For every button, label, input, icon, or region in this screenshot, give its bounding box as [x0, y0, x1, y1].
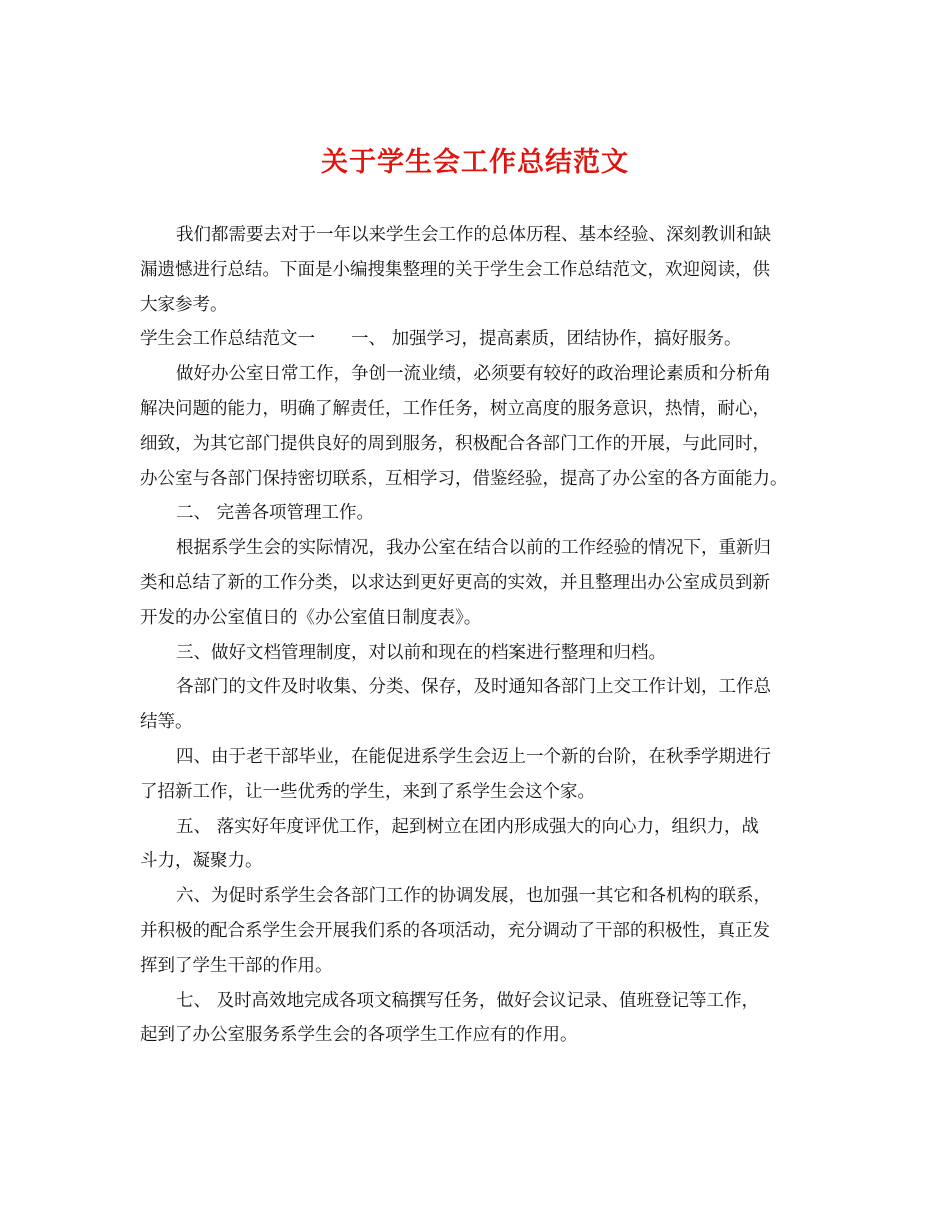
paragraph-line: 了招新工作，让一些优秀的学生，来到了系学生会这个家。: [140, 781, 595, 802]
paragraph-line: 四、由于老干部毕业，在能促进系学生会迈上一个新的台阶，在秋季学期进行: [176, 746, 771, 767]
paragraph-line: 细致，为其它部门提供良好的周到服务，积极配合各部门工作的开展，与此同时，: [140, 433, 770, 454]
paragraph-line: 解决问题的能力，明确了解责任，工作任务，树立高度的服务意识，热情，耐心，: [140, 398, 770, 419]
document-body: [140, 218, 820, 1053]
paragraph-line: 类和总结了新的工作分类，以求达到更好更高的实效，并且整理出办公室成员到新: [140, 572, 770, 593]
paragraph-line: 挥到了学生干部的作用。: [140, 955, 333, 976]
paragraph-line: 我们都需要去对于一年以来学生会工作的总体历程、基本经验、深刻教训和缺: [176, 225, 771, 245]
paragraph-line: 结等。: [140, 712, 193, 733]
paragraph-line: 斗力，凝聚力。: [140, 851, 263, 872]
paragraph-line: 办公室与各部门保持密切联系，互相学习，借鉴经验，提高了办公室的各方面能力。: [140, 468, 788, 489]
paragraph-line: 漏遗憾进行总结。下面是小编搜集整理的关于学生会工作总结范文，欢迎阅读，供: [140, 259, 770, 280]
paragraph-line: 五、 落实好年度评优工作，起到树立在团内形成强大的向心力，组织力，战: [176, 816, 760, 837]
paragraph-line: 根据系学生会的实际情况，我办公室在结合以前的工作经验的情况下，重新归: [176, 538, 771, 559]
section-heading: 三、做好文档管理制度，对以前和现在的档案进行整理和归档。: [176, 642, 666, 663]
paragraph-line: 开发的办公室值日的《办公室值日制度表》。: [140, 607, 482, 628]
paragraph-line: 做好办公室日常工作，争创一流业绩，必须要有较好的政治理论素质和分析角: [176, 364, 771, 385]
section-heading: 一、 加强学习，提高素质，团结协作，搞好服务。: [351, 329, 742, 350]
paragraph-line: 大家参考。: [140, 294, 228, 315]
paragraph-line: 起到了办公室服务系学生会的各项学生工作应有的作用。: [140, 1025, 578, 1046]
section-heading-line: [140, 322, 820, 357]
document-title: 关于学生会工作总结范文: [321, 147, 629, 178]
paragraph-line: 各部门的文件及时收集、分类、保存，及时通知各部门上交工作计划，工作总: [176, 677, 771, 698]
subheading: 学生会工作总结范文一: [140, 329, 315, 350]
paragraph-line: 六、为促时系学生会各部门工作的协调发展，也加强一其它和各机构的联系，: [176, 886, 771, 907]
paragraph-line: 七、 及时高效地完成各项文稿撰写任务，做好会议记录、值班登记等工作，: [176, 990, 760, 1011]
section-heading: 二、 完善各项管理工作。: [176, 503, 375, 524]
paragraph-line: 并积极的配合系学生会开展我们系的各项活动，充分调动了干部的积极性，真正发: [140, 920, 770, 941]
